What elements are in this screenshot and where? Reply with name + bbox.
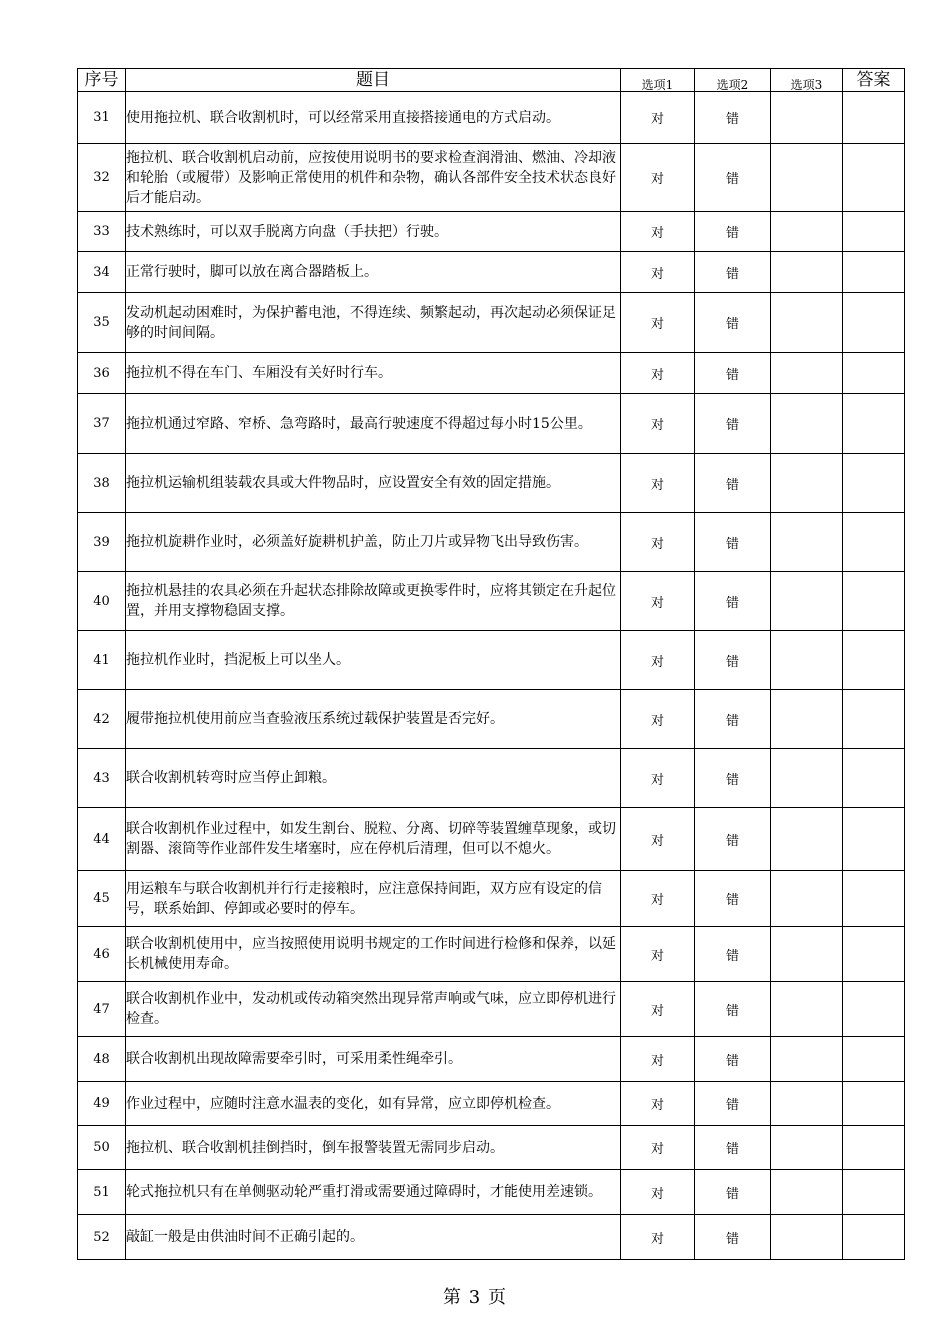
option-3 [771, 749, 843, 808]
option-3 [771, 1215, 843, 1260]
answer-cell [843, 513, 905, 572]
answer-cell [843, 871, 905, 927]
option-2: 错 [695, 212, 771, 252]
option-3 [771, 394, 843, 454]
option-3 [771, 293, 843, 353]
header-answer: 答案 [843, 69, 905, 92]
option-3 [771, 1082, 843, 1126]
question-number: 36 [78, 353, 126, 394]
answer-cell [843, 454, 905, 513]
option-1: 对 [621, 690, 695, 749]
question-number: 40 [78, 572, 126, 631]
table-row [78, 808, 905, 871]
option-1: 对 [621, 513, 695, 572]
question-text: 拖拉机悬挂的农具必须在升起状态排除故障或更换零件时，应将其锁定在升起位置，并用支撑物稳固支撑。 [126, 572, 621, 631]
option-2: 错 [695, 1170, 771, 1215]
question-number: 32 [78, 144, 126, 212]
question-text: 联合收割机作业过程中，如发生割台、脱粒、分离、切碎等装置缠草现象，或切割器、滚筒等作业部件发生堵塞时，应在停机后清理，但可以不熄火。 [126, 808, 621, 871]
table-row [78, 212, 905, 252]
option-3 [771, 927, 843, 982]
question-number: 35 [78, 293, 126, 353]
question-text: 拖拉机通过窄路、窄桥、急弯路时，最高行驶速度不得超过每小时15公里。 [126, 394, 621, 454]
question-text: 作业过程中，应随时注意水温表的变化，如有异常，应立即停机检查。 [126, 1082, 621, 1126]
question-text: 联合收割机转弯时应当停止卸粮。 [126, 749, 621, 808]
question-text: 使用拖拉机、联合收割机时，可以经常采用直接搭接通电的方式启动。 [126, 92, 621, 144]
answer-cell [843, 394, 905, 454]
question-text: 拖拉机不得在车门、车厢没有关好时行车。 [126, 353, 621, 394]
question-number: 50 [78, 1126, 126, 1170]
table-row [78, 749, 905, 808]
question-number: 39 [78, 513, 126, 572]
answer-cell [843, 353, 905, 394]
option-2: 错 [695, 927, 771, 982]
option-2: 错 [695, 144, 771, 212]
table-row [78, 1170, 905, 1215]
option-3 [771, 252, 843, 293]
option-3 [771, 1037, 843, 1082]
option-1: 对 [621, 92, 695, 144]
table-row [78, 252, 905, 293]
option-2: 错 [695, 513, 771, 572]
option-3 [771, 513, 843, 572]
question-table [77, 68, 905, 1260]
option-1: 对 [621, 454, 695, 513]
table-row [78, 454, 905, 513]
option-3 [771, 690, 843, 749]
question-text: 联合收割机作业中，发动机或传动箱突然出现异常声响或气味，应立即停机进行检查。 [126, 982, 621, 1037]
question-rows [78, 92, 905, 1260]
answer-cell [843, 252, 905, 293]
option-1: 对 [621, 212, 695, 252]
option-2: 错 [695, 871, 771, 927]
option-3 [771, 92, 843, 144]
header-opt1: 选项1 [621, 69, 695, 92]
answer-cell [843, 572, 905, 631]
option-3 [771, 982, 843, 1037]
question-number: 31 [78, 92, 126, 144]
option-3 [771, 1170, 843, 1215]
question-text: 正常行驶时，脚可以放在离合器踏板上。 [126, 252, 621, 293]
question-text: 履带拖拉机使用前应当查验液压系统过载保护装置是否完好。 [126, 690, 621, 749]
option-2: 错 [695, 454, 771, 513]
table-row [78, 293, 905, 353]
answer-cell [843, 293, 905, 353]
option-2: 错 [695, 1126, 771, 1170]
question-number: 51 [78, 1170, 126, 1215]
header-row [78, 69, 905, 92]
question-number: 38 [78, 454, 126, 513]
answer-cell [843, 1126, 905, 1170]
option-2: 错 [695, 92, 771, 144]
question-text: 用运粮车与联合收割机并行行走接粮时，应注意保持间距，双方应有设定的信号，联系始卸、停卸或必要时的停车。 [126, 871, 621, 927]
question-text: 拖拉机、联合收割机启动前，应按使用说明书的要求检查润滑油、燃油、冷却液和轮胎（或履带）及影响正常使用的机件和杂物，确认各部件安全技术状态良好后才能启动。 [126, 144, 621, 212]
question-number: 52 [78, 1215, 126, 1260]
option-3 [771, 144, 843, 212]
answer-cell [843, 1215, 905, 1260]
option-3 [771, 572, 843, 631]
option-2: 错 [695, 808, 771, 871]
option-1: 对 [621, 927, 695, 982]
option-3 [771, 871, 843, 927]
option-2: 错 [695, 572, 771, 631]
header-question: 题目 [126, 69, 621, 92]
option-3 [771, 808, 843, 871]
question-number: 47 [78, 982, 126, 1037]
option-2: 错 [695, 749, 771, 808]
question-text: 拖拉机运输机组装载农具或大件物品时，应设置安全有效的固定措施。 [126, 454, 621, 513]
question-number: 41 [78, 631, 126, 690]
option-2: 错 [695, 982, 771, 1037]
option-3 [771, 631, 843, 690]
table-row [78, 513, 905, 572]
option-1: 对 [621, 353, 695, 394]
answer-cell [843, 749, 905, 808]
table-row [78, 144, 905, 212]
question-number: 33 [78, 212, 126, 252]
option-1: 对 [621, 871, 695, 927]
table-row [78, 394, 905, 454]
question-text: 轮式拖拉机只有在单侧驱动轮严重打滑或需要通过障碍时，才能使用差速锁。 [126, 1170, 621, 1215]
option-1: 对 [621, 1037, 695, 1082]
answer-cell [843, 144, 905, 212]
question-text: 联合收割机出现故障需要牵引时，可采用柔性绳牵引。 [126, 1037, 621, 1082]
table-row [78, 1037, 905, 1082]
table-row [78, 92, 905, 144]
table-row [78, 927, 905, 982]
answer-cell [843, 1170, 905, 1215]
table-row [78, 1082, 905, 1126]
option-2: 错 [695, 1082, 771, 1126]
question-text: 技术熟练时，可以双手脱离方向盘（手扶把）行驶。 [126, 212, 621, 252]
answer-cell [843, 808, 905, 871]
option-2: 错 [695, 1037, 771, 1082]
question-text: 拖拉机、联合收割机挂倒挡时，倒车报警装置无需同步启动。 [126, 1126, 621, 1170]
answer-cell [843, 690, 905, 749]
option-1: 对 [621, 144, 695, 212]
option-2: 错 [695, 631, 771, 690]
answer-cell [843, 1082, 905, 1126]
question-text: 拖拉机作业时，挡泥板上可以坐人。 [126, 631, 621, 690]
option-1: 对 [621, 631, 695, 690]
option-1: 对 [621, 1082, 695, 1126]
option-1: 对 [621, 394, 695, 454]
question-number: 48 [78, 1037, 126, 1082]
question-number: 44 [78, 808, 126, 871]
table-row [78, 631, 905, 690]
option-1: 对 [621, 1126, 695, 1170]
question-number: 49 [78, 1082, 126, 1126]
question-number: 37 [78, 394, 126, 454]
question-text: 敲缸一般是由供油时间不正确引起的。 [126, 1215, 621, 1260]
question-text: 发动机起动困难时，为保护蓄电池，不得连续、频繁起动，再次起动必须保证足够的时间间隔。 [126, 293, 621, 353]
option-2: 错 [695, 1215, 771, 1260]
table-row [78, 871, 905, 927]
answer-cell [843, 212, 905, 252]
question-number: 46 [78, 927, 126, 982]
option-1: 对 [621, 1215, 695, 1260]
option-3 [771, 212, 843, 252]
option-3 [771, 1126, 843, 1170]
answer-cell [843, 92, 905, 144]
option-1: 对 [621, 749, 695, 808]
table-row [78, 572, 905, 631]
question-text: 拖拉机旋耕作业时，必须盖好旋耕机护盖，防止刀片或异物飞出导致伤害。 [126, 513, 621, 572]
answer-cell [843, 982, 905, 1037]
question-number: 34 [78, 252, 126, 293]
answer-cell [843, 927, 905, 982]
table-row [78, 690, 905, 749]
question-number: 43 [78, 749, 126, 808]
option-3 [771, 353, 843, 394]
option-3 [771, 454, 843, 513]
page-number: 第 3 页 [443, 1287, 507, 1308]
header-num: 序号 [78, 69, 126, 92]
table-row [78, 1126, 905, 1170]
question-number: 42 [78, 690, 126, 749]
option-1: 对 [621, 982, 695, 1037]
option-2: 错 [695, 394, 771, 454]
header-opt2: 选项2 [695, 69, 771, 92]
answer-cell [843, 1037, 905, 1082]
question-text: 联合收割机使用中，应当按照使用说明书规定的工作时间进行检修和保养，以延长机械使用寿命。 [126, 927, 621, 982]
option-2: 错 [695, 353, 771, 394]
question-number: 45 [78, 871, 126, 927]
option-2: 错 [695, 293, 771, 353]
table-row [78, 982, 905, 1037]
option-1: 对 [621, 252, 695, 293]
option-1: 对 [621, 293, 695, 353]
option-1: 对 [621, 808, 695, 871]
option-1: 对 [621, 572, 695, 631]
option-2: 错 [695, 690, 771, 749]
option-1: 对 [621, 1170, 695, 1215]
answer-cell [843, 631, 905, 690]
table-row [78, 1215, 905, 1260]
header-opt3: 选项3 [771, 69, 843, 92]
table-row [78, 353, 905, 394]
option-2: 错 [695, 252, 771, 293]
